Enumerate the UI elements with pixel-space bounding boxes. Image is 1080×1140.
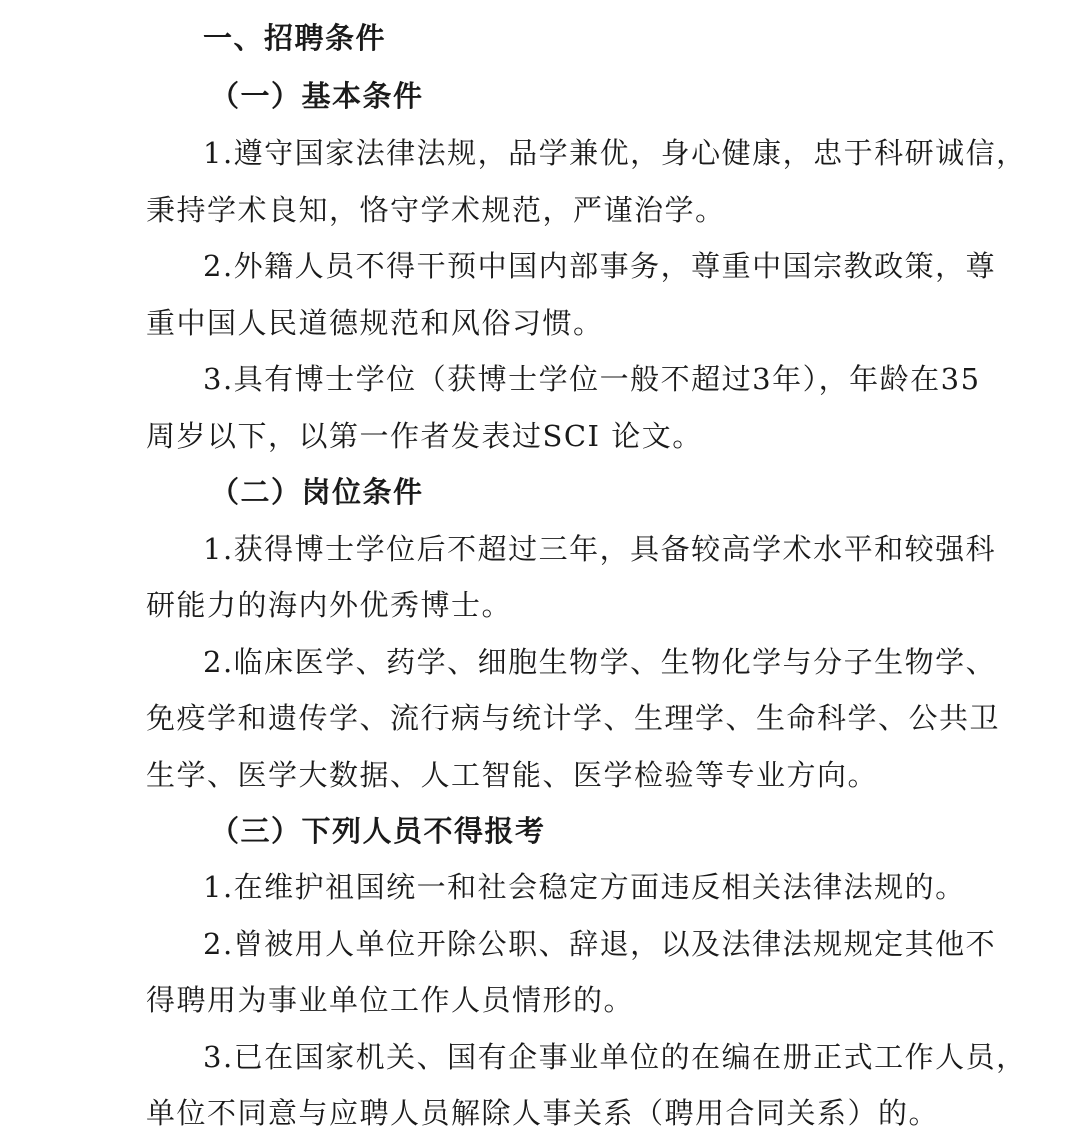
- paragraph-line: 生学、医学大数据、人工智能、医学检验等专业方向。: [146, 758, 879, 792]
- paragraph-line: 得聘用为事业单位工作人员情形的。: [146, 983, 635, 1017]
- paragraph-line: 1.获得博士学位后不超过三年，具备较高学术水平和较强科: [203, 532, 997, 566]
- paragraph-line: 研能力的海内外优秀博士。: [146, 588, 513, 622]
- section-title: 一、招聘条件: [203, 21, 387, 55]
- paragraph-line: 秉持学术良知，恪守学术规范，严谨治学。: [146, 193, 726, 227]
- subsection-heading-basic: （一）基本条件: [210, 79, 424, 113]
- subsection-heading-position: （二）岗位条件: [210, 475, 424, 509]
- paragraph-line: 单位不同意与应聘人员解除人事关系（聘用合同关系）的。: [146, 1096, 940, 1130]
- paragraph-line: 重中国人民道德规范和风俗习惯。: [146, 306, 604, 340]
- paragraph-line: 2.临床医学、药学、细胞生物学、生物化学与分子生物学、: [203, 645, 997, 679]
- paragraph-line: 3.已在国家机关、国有企事业单位的在编在册正式工作人员，: [203, 1040, 1027, 1074]
- subsection-heading-excluded: （三）下列人员不得报考: [210, 814, 546, 848]
- paragraph-line: 1.遵守国家法律法规，品学兼优，身心健康，忠于科研诚信，: [203, 136, 1027, 170]
- paragraph-line: 2.外籍人员不得干预中国内部事务，尊重中国宗教政策，尊: [203, 249, 997, 283]
- paragraph-line: 2.曾被用人单位开除公职、辞退，以及法律法规规定其他不: [203, 927, 997, 961]
- paragraph-line: 1.在维护祖国统一和社会稳定方面违反相关法律法规的。: [203, 870, 966, 904]
- paragraph-line: 3.具有博士学位（获博士学位一般不超过3年），年龄在35: [203, 362, 981, 396]
- paragraph-line: 免疫学和遗传学、流行病与统计学、生理学、生命科学、公共卫: [146, 701, 1001, 735]
- paragraph-line: 周岁以下，以第一作者发表过SCI 论文。: [146, 419, 703, 453]
